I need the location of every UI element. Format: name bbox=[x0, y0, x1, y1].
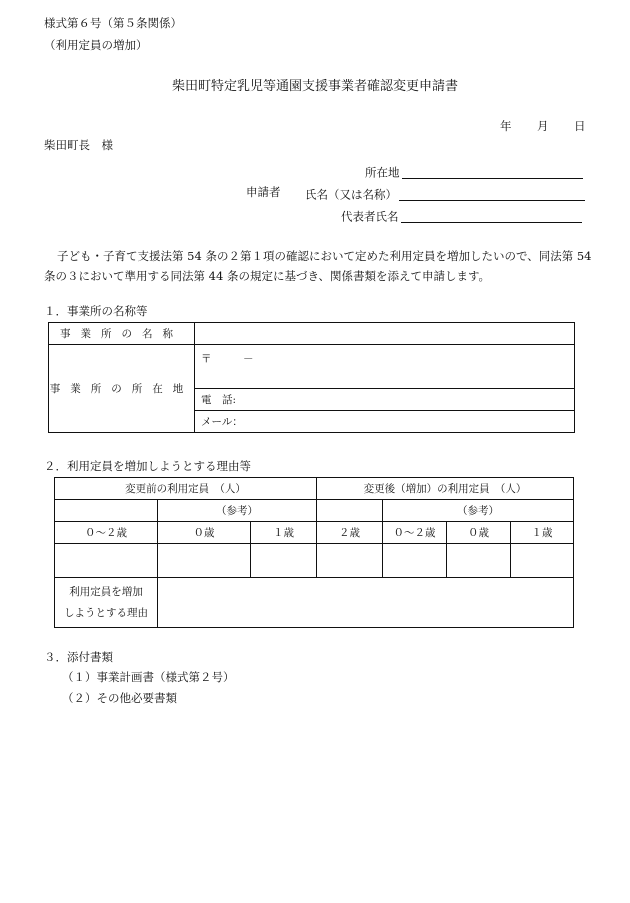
application-statement: 子ども・子育て支援法第 54 条の２第１項の確認において定めた利用定員を増加したいので、同法第 54 条の３において準用する同法第 44 条の規定に基づき、関係書類を添えて申請します。 bbox=[44, 249, 592, 283]
date-day-label: 日 bbox=[574, 119, 586, 133]
reason-field[interactable] bbox=[158, 578, 574, 628]
address-label: 所在地 bbox=[365, 165, 400, 180]
after-age-0: ０歳 bbox=[447, 522, 511, 544]
address-field[interactable] bbox=[402, 165, 583, 179]
applicant-address-row bbox=[365, 165, 583, 179]
before-input-0[interactable] bbox=[158, 544, 251, 578]
after-capacity-header: 変更後（増加）の利用定員 （人） bbox=[317, 478, 574, 500]
after-age-1: １歳 bbox=[511, 522, 574, 544]
attachment-item: （１）事業計画書（様式第２号） bbox=[62, 670, 235, 684]
reason-label-line-2: しようとする理由 bbox=[64, 606, 148, 619]
name-field[interactable] bbox=[399, 187, 585, 201]
capacity-table bbox=[54, 477, 574, 628]
reason-label-line-1: 利用定員を増加 bbox=[69, 585, 143, 598]
facility-table bbox=[48, 322, 575, 433]
before-age-0-2: ０～２歳 bbox=[55, 522, 158, 544]
after-reference-label: （参考） bbox=[383, 500, 574, 522]
applicant-name-row bbox=[305, 187, 585, 201]
document-title: 柴田町特定乳児等通園支援事業者確認変更申請書 bbox=[171, 79, 458, 94]
before-age-1: １歳 bbox=[251, 522, 317, 544]
section1-heading: １．事業所の名称等 bbox=[44, 304, 148, 318]
before-age-0: ０歳 bbox=[158, 522, 251, 544]
after-input-0-2[interactable] bbox=[383, 544, 447, 578]
form-subtitle: （利用定員の増加） bbox=[44, 38, 148, 52]
form-number: 様式第６号（第５条関係） bbox=[44, 16, 182, 30]
after-input-1[interactable] bbox=[511, 544, 574, 578]
rep-field[interactable] bbox=[401, 209, 582, 223]
before-capacity-header: 変更前の利用定員 （人） bbox=[55, 478, 317, 500]
before-input-0-2[interactable] bbox=[55, 544, 158, 578]
before-reference-label: （参考） bbox=[158, 500, 317, 522]
section2-heading: ２．利用定員を増加しようとする理由等 bbox=[44, 459, 251, 473]
facility-name-label: 事業所の名称 bbox=[49, 323, 195, 345]
before-input-1[interactable] bbox=[251, 544, 317, 578]
attachment-item: （２）その他必要書類 bbox=[62, 691, 177, 705]
facility-location-label: 事業所の所在地 bbox=[49, 345, 195, 433]
date-month-label: 月 bbox=[537, 119, 549, 133]
section3-heading: ３．添付書類 bbox=[44, 650, 113, 664]
reason-label bbox=[55, 578, 158, 628]
applicant-rep-row bbox=[341, 209, 582, 223]
addressee: 柴田町長 様 bbox=[44, 138, 113, 152]
applicant-role-label: 申請者 bbox=[246, 185, 281, 199]
postal-field[interactable]: 〒 － bbox=[195, 345, 575, 389]
rep-label: 代表者氏名 bbox=[341, 209, 399, 224]
phone-field[interactable]: 電 話: bbox=[195, 389, 575, 411]
before-blank-cell bbox=[55, 500, 158, 522]
date-year-label: 年 bbox=[500, 119, 512, 133]
name-label: 氏名（又は名称） bbox=[305, 187, 397, 202]
before-age-2: ２歳 bbox=[317, 522, 383, 544]
before-input-2[interactable] bbox=[317, 544, 383, 578]
after-blank-cell bbox=[317, 500, 383, 522]
email-field[interactable]: メール： bbox=[195, 411, 575, 433]
after-input-0[interactable] bbox=[447, 544, 511, 578]
facility-name-field[interactable] bbox=[195, 323, 575, 345]
after-age-0-2: ０～２歳 bbox=[383, 522, 447, 544]
